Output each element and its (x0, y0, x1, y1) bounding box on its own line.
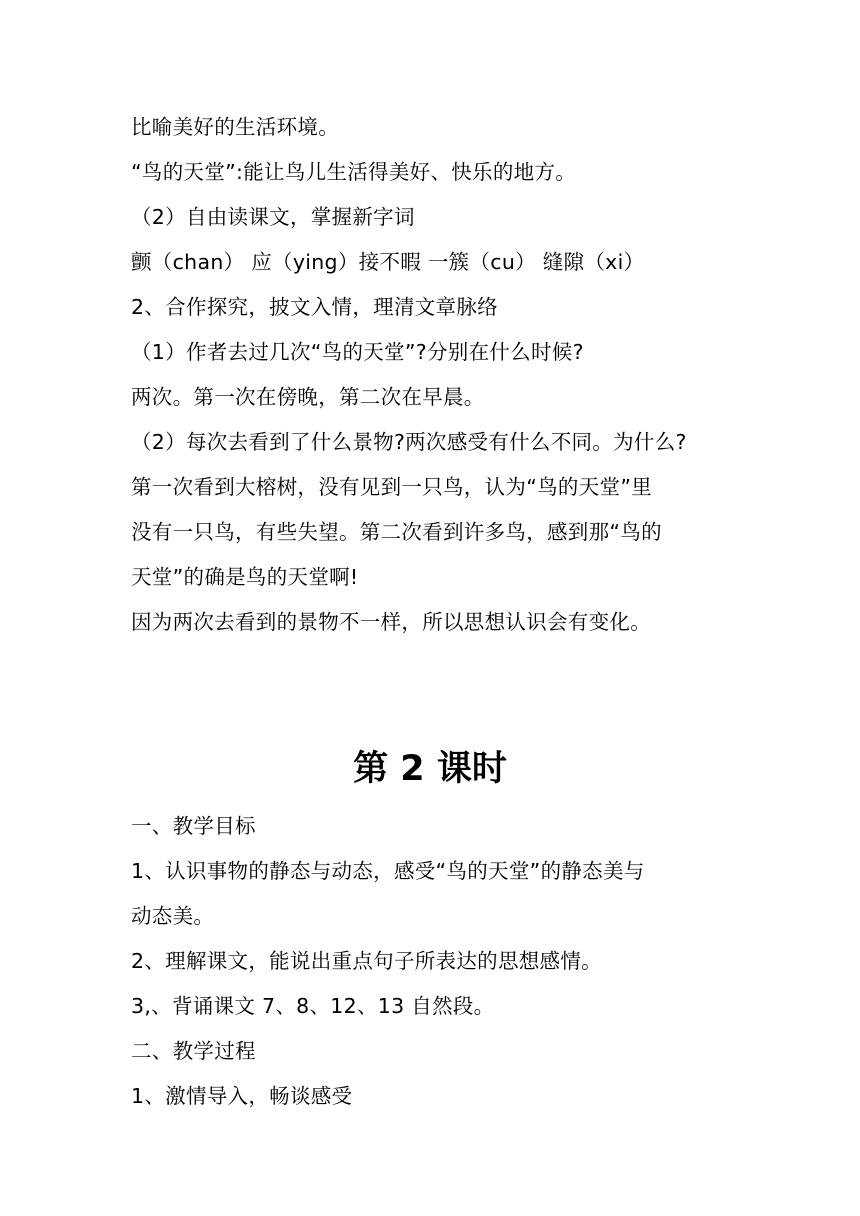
text-line: 1、认识事物的静态与动态，感受“鸟的天堂”的静态美与 (131, 859, 645, 883)
text-line: 一、教学目标 (131, 814, 256, 838)
text-line: 没有一只鸟，有些失望。第二次看到许多鸟，感到那“鸟的 (131, 520, 662, 544)
text-line: 两次。第一次在傍晚，第二次在早晨。 (131, 385, 485, 409)
text-line: 因为两次去看到的景物不一样，所以思想认识会有变化。 (131, 610, 651, 634)
text-line: 颤（chan） 应（ying）接不暇 一簇（cu） 缝隙（xi） (131, 250, 645, 274)
text-line: （2）自由读课文，掌握新字词 (131, 205, 415, 229)
text-line: 1、激情导入，畅谈感受 (131, 1084, 353, 1108)
text-line: 2、合作探究，披文入情，理清文章脉络 (131, 295, 498, 319)
text-line: （1）作者去过几次“鸟的天堂”?分别在什么时候? (131, 340, 584, 364)
lesson-heading: 第 2 课时 (353, 749, 507, 789)
text-line: 2、理解课文，能说出重点句子所表达的思想感情。 (131, 949, 602, 973)
text-line: 二、教学过程 (131, 1039, 256, 1063)
text-line: “鸟的天堂”:能让鸟儿生活得美好、快乐的地方。 (131, 160, 577, 184)
text-line: 3,、背诵课文 7、8、12、13 自然段。 (131, 994, 495, 1018)
text-line: 天堂”的确是鸟的天堂啊! (131, 565, 359, 589)
text-line: 比喻美好的生活环境。 (131, 115, 339, 139)
text-line: （2）每次去看到了什么景物?两次感受有什么不同。为什么? (131, 430, 687, 454)
text-line: 第一次看到大榕树，没有见到一只鸟，认为“鸟的天堂”里 (131, 475, 653, 499)
text-line: 动态美。 (131, 904, 215, 928)
